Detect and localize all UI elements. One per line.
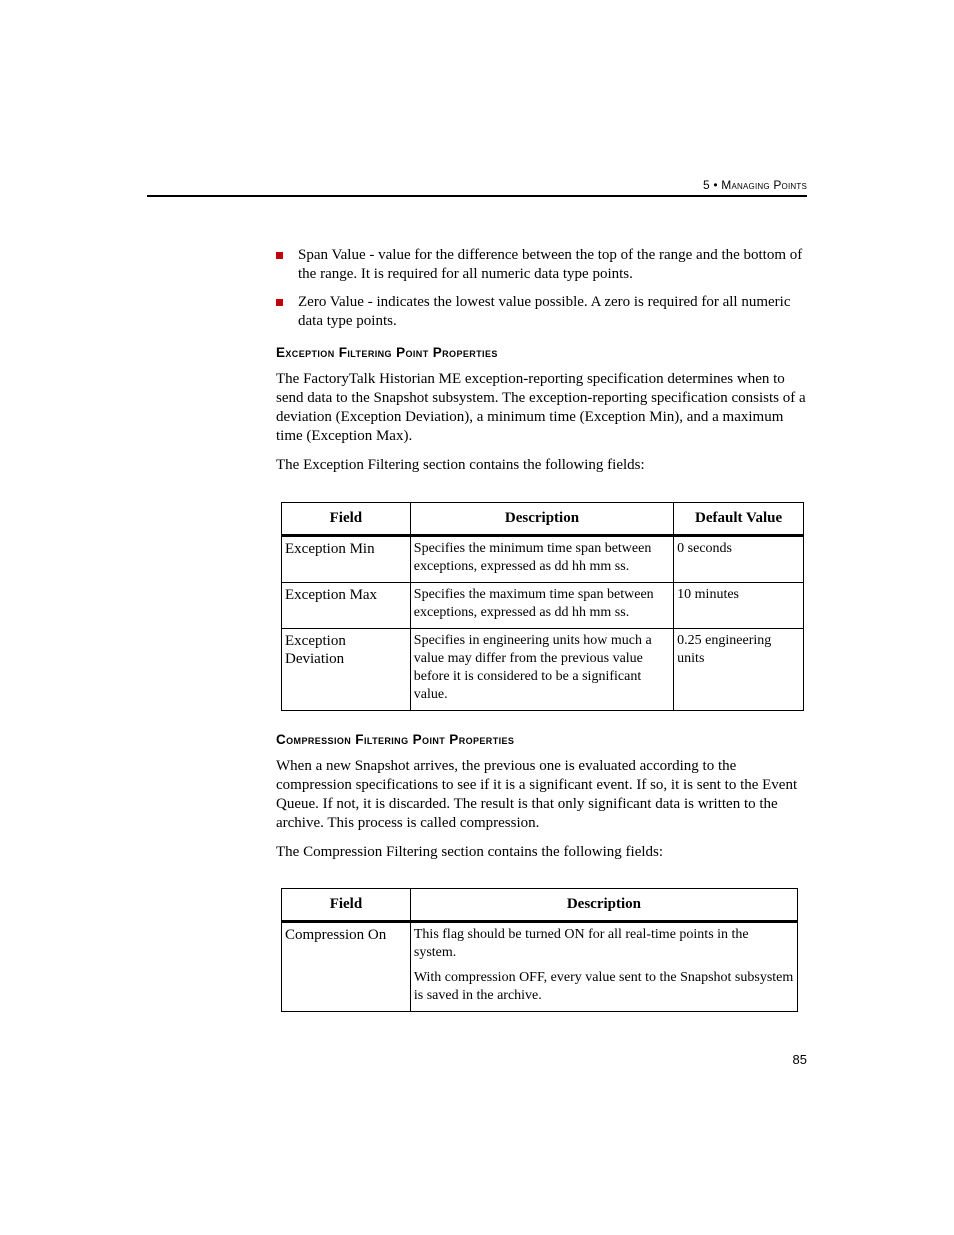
default-cell: 10 minutes [674,583,804,629]
compression-intro: The Compression Filtering section contains the following fields: [276,844,664,860]
list-item: Zero Value - indicates the lowest value possible. A zero is required for all numeric data type points. [276,293,808,331]
bullet-square-icon [276,252,283,259]
description-line-1: This flag should be turned ON for all real-time points in the system. [413,927,749,960]
exception-paragraph: The FactoryTalk Historian ME exception-reporting specification determines when to send data to the Snapshot subsystem. The exception-reporting specification consists of a deviation (Exception Deviation), a minimum time (Exception Min), and a maximum time (Exception Max). [276,371,806,444]
page-number: 85 [792,1052,807,1067]
table-row [282,536,804,583]
column-header-default: Default Value [674,503,804,536]
table-row [282,922,798,1012]
column-header-field: Field [282,503,411,536]
description-cell: Specifies the maximum time span between exceptions, expressed as dd hh mm ss. [410,583,673,629]
list-item: Span Value - value for the difference between the top of the range and the bottom of the range. It is required for all numeric data type points. [276,246,808,284]
compression-paragraph: When a new Snapshot arrives, the previous one is evaluated according to the compression specifications to see if it is a significant event. If so, it is sent to the Event Queue. If not, it is discarded. The result is that only significant data is written to the archive. This process is called compression. [276,758,798,831]
column-header-description: Description [410,503,673,536]
description-cell [410,922,797,1012]
description-cell: Specifies the minimum time span between exceptions, expressed as dd hh mm ss. [410,536,673,583]
bullet-square-icon [276,299,283,306]
compression-table [281,888,798,1012]
description-line-2: With compression OFF, every value sent to the Snapshot subsystem is saved in the archive. [413,970,794,1003]
field-cell: Exception Max [282,583,411,629]
default-cell: 0.25 engineering units [674,629,804,711]
running-head: 5 • Managing Points [702,178,807,192]
table-row [282,629,804,711]
description-cell: Specifies in engineering units how much a value may differ from the previous value before it is considered to be a significant value. [410,629,673,711]
column-header-description: Description [410,889,797,922]
field-cell: Compression On [282,922,411,1012]
header-rule [147,195,807,197]
exception-heading: Exception Filtering Point Properties [276,345,498,360]
default-cell: 0 seconds [674,536,804,583]
field-cell: Exception Min [282,536,411,583]
compression-heading: Compression Filtering Point Properties [276,732,515,747]
exception-intro: The Exception Filtering section contains the following fields: [276,457,645,473]
table-row [282,583,804,629]
bullet-list [276,246,808,331]
main-content [276,246,808,340]
field-cell: Exception Deviation [282,629,411,711]
exception-table [281,502,804,711]
column-header-field: Field [282,889,411,922]
